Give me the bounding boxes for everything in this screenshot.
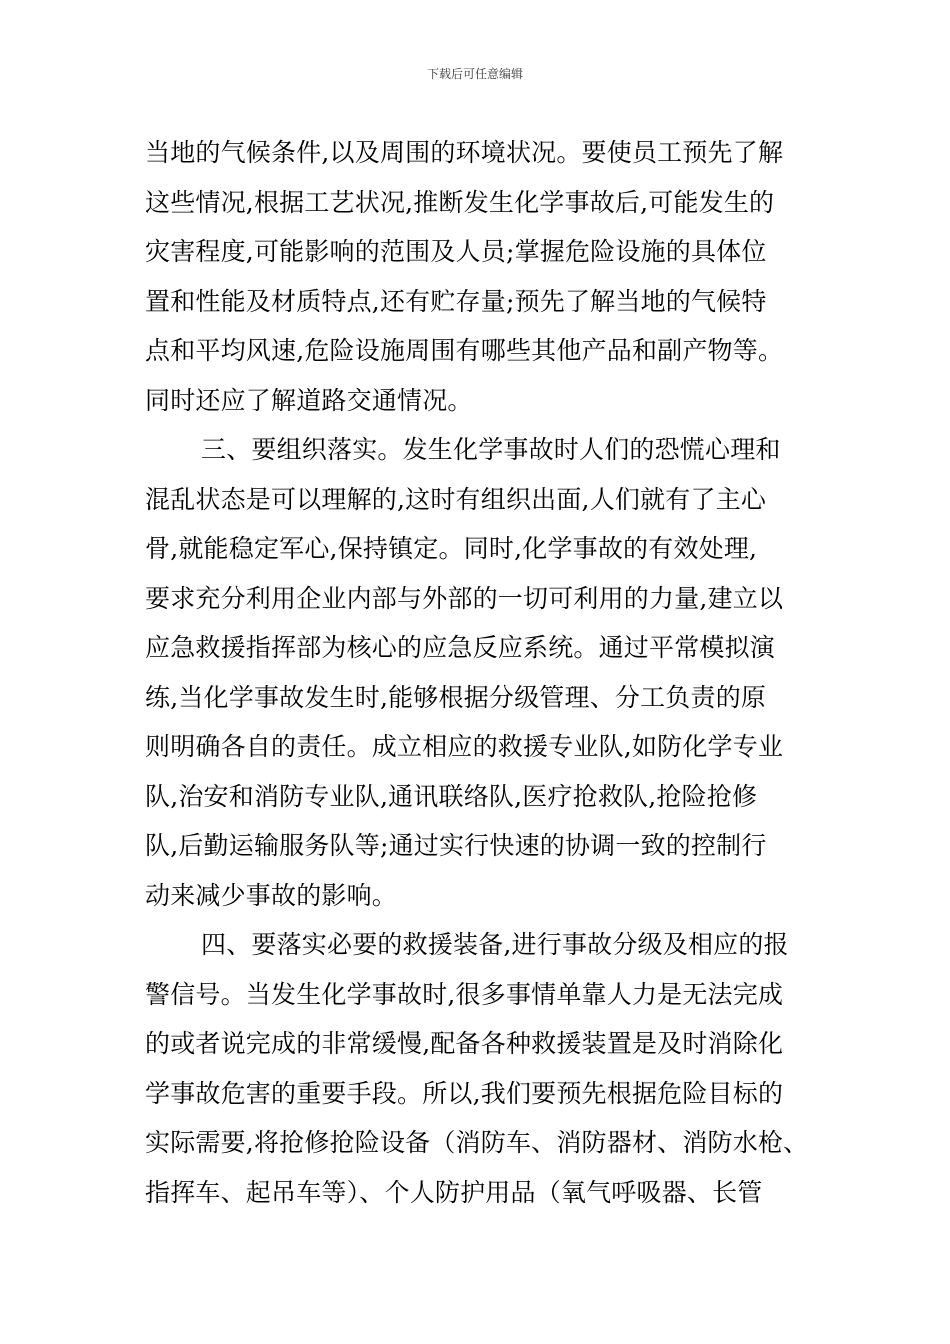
text-line: 这些情况,根据工艺状况,推断发生化学事故后,可能发生的 bbox=[145, 187, 775, 217]
text-line: 混乱状态是可以理解的,这时有组织出面,人们就有了主心 bbox=[145, 484, 767, 514]
text-line: 同时还应了解道路交通情况。 bbox=[145, 385, 473, 415]
text-line: 点和平均风速,危险设施周围有哪些其他产品和副产物等。 bbox=[145, 336, 784, 365]
text-line: 队,治安和消防专业队,通讯联络队,医疗抢救队,抢险抢修 bbox=[145, 781, 758, 811]
text-line: 的或者说完成的非常缓慢,配备各种救援装置是及时消除化 bbox=[145, 1029, 784, 1058]
text-line: 置和性能及材质特点,还有贮存量;预先了解当地的气候特 bbox=[145, 286, 767, 316]
text-line: 队,后勤运输服务队等;通过实行快速的协调一致的控制行 bbox=[145, 831, 767, 860]
text-line: 灾害程度,可能影响的范围及人员;掌握危险设施的具体位 bbox=[145, 237, 767, 266]
text-line: 要求充分利用企业内部与外部的一切可利用的力量,建立以 bbox=[145, 583, 784, 613]
text-line: 指挥车、起吊车等）、个人防护用品（氧气呼吸器、长管 bbox=[145, 1177, 763, 1207]
text-line: 学事故危害的重要手段。所以,我们要预先根据危险目标的 bbox=[145, 1078, 784, 1108]
text-line: 警信号。当发生化学事故时,很多事情单靠人力是无法完成 bbox=[145, 979, 784, 1009]
text-line: 骨,就能稳定军心,保持镇定。同时,化学事故的有效处理, bbox=[145, 534, 758, 563]
page-header: 下载后可任意编辑 bbox=[426, 67, 523, 81]
text-line: 练,当化学事故发生时,能够根据分级管理、分工负责的原 bbox=[145, 682, 767, 712]
text-line: 当地的气候条件,以及周围的环境状况。要使员工预先了解 bbox=[145, 138, 784, 167]
paragraph-start-line: 三、要组织落实。发生化学事故时人们的恐慌心理和 bbox=[201, 435, 781, 464]
text-line: 动来减少事故的影响。 bbox=[145, 880, 398, 910]
text-line: 则明确各自的责任。成立相应的救援专业队,如防化学专业 bbox=[145, 732, 784, 761]
text-line: 实际需要,将抢修抢险设备（消防车、消防器材、消防水枪、 bbox=[145, 1128, 809, 1157]
document-body bbox=[145, 128, 825, 1217]
text-line: 应急救援指挥部为核心的应急反应系统。通过平常模拟演 bbox=[145, 633, 776, 662]
paragraph-start-line: 四、要落实必要的救援装备,进行事故分级及相应的报 bbox=[201, 930, 789, 959]
